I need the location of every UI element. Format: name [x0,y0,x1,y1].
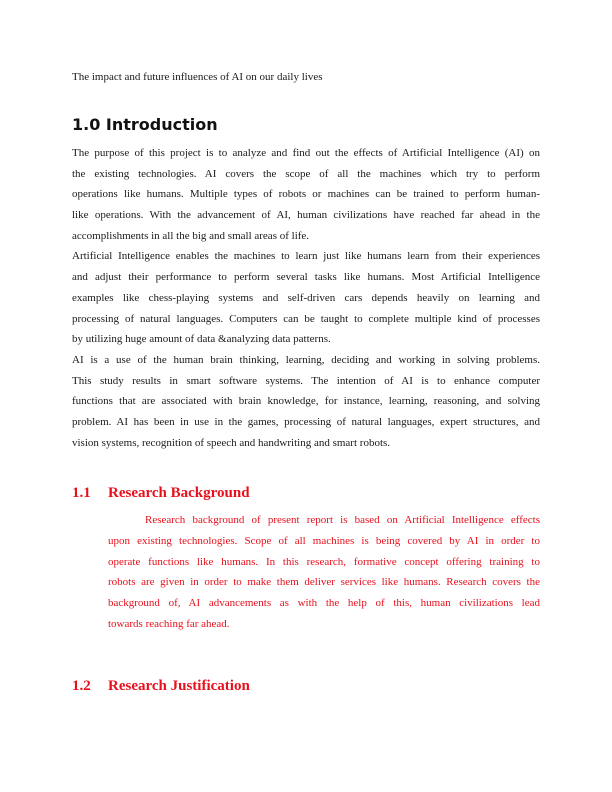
text-line: by utilizing huge amount of data &analyzing data patterns. [72,333,331,346]
text-line: functions that are associated with brain knowledge, for instance, learning, reasoning, and solving [72,395,540,408]
text-line: vision systems, recognition of speech and handwriting and smart robots. [72,436,391,449]
research-background-body [108,510,540,635]
section-number: 1.1 [72,485,91,501]
research-background-heading [72,485,250,502]
document-title: The impact and future influences of AI on our daily lives [72,71,323,83]
text-line: operate functions like humans. In this research, formative concept offering training to [108,555,540,568]
text-line: accomplishments in all the big and small areas of life. [72,229,310,242]
text-line: This study results in smart software systems. The intention of AI is to enhance computer [72,374,540,387]
text-line: towards reaching far ahead. [108,617,230,630]
section-number: 1.2 [72,678,91,694]
introduction-heading: 1.0 Introduction [72,115,218,134]
text-line: problem. AI has been in use in the games, processing of natural languages, expert structures, and [72,415,540,428]
text-line: upon existing technologies. Scope of all machines is being covered by AI in order to [108,534,540,547]
text-line: Research background of present report is based on Artificial Intelligence effects [145,514,540,526]
text-line: examples like chess-playing systems and self-driven cars depends heavily on learning and [72,291,540,304]
text-line: processing of natural languages. Computers can be taught to complete multiple kind of processes [72,312,540,325]
text-line: like operations. With the advancement of AI, human civilizations have reached far ahead in the [72,209,540,222]
text-line: robots are given in order to make them deliver services like humans. Research covers the [108,576,540,589]
research-justification-heading [72,678,250,695]
text-line: operations like humans. Multiple types of robots or machines can be trained to perform human- [72,188,540,201]
text-line: AI is a use of the human brain thinking, learning, deciding and working in solving problems. [72,353,540,366]
introduction-body [72,143,540,453]
text-line: and adjust their performance to perform several tasks like humans. Most Artificial Intelligence [72,271,540,284]
text-line: the existing technologies. AI covers the scope of all the machines which try to perform [72,167,540,180]
section-title: Research Background [108,485,250,501]
text-line: Artificial Intelligence enables the machines to learn just like humans learn from their experiences [72,250,540,263]
text-line: The purpose of this project is to analyze and find out the effects of Artificial Intelligence (AI) on [72,147,540,159]
section-title: Research Justification [108,678,250,694]
text-line: background of, AI advancements as with the help of this, human civilizations lead [108,597,540,610]
